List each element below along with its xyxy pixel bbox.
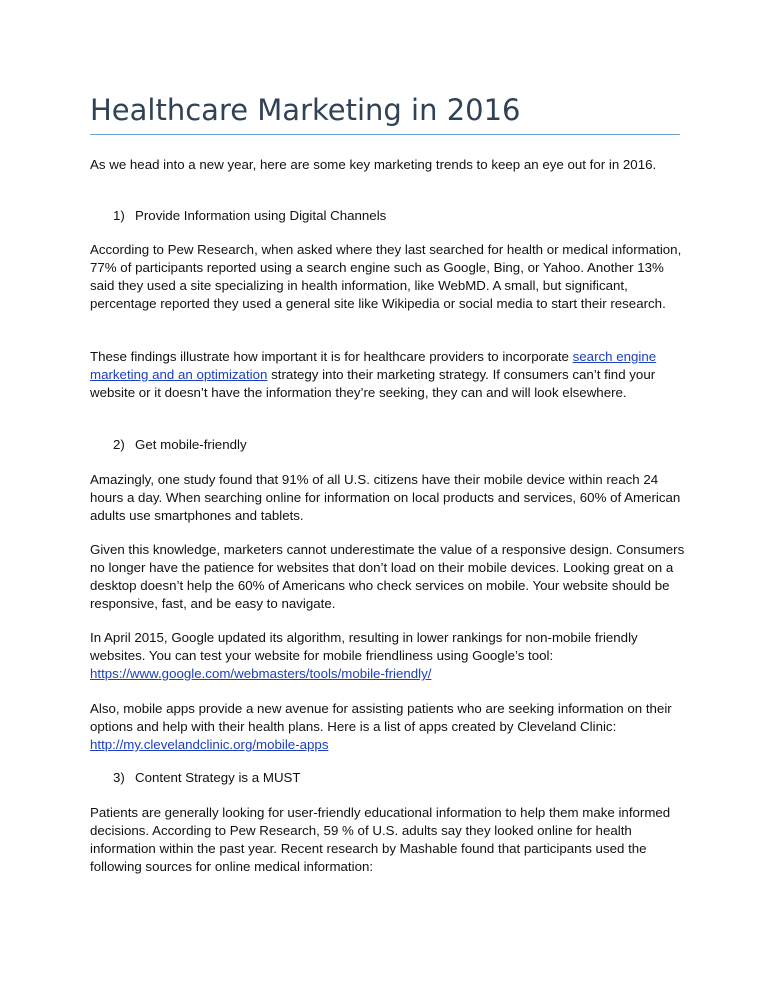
- page-title: Healthcare Marketing in 2016: [90, 93, 521, 127]
- title-underline: [90, 134, 680, 135]
- section-2-paragraph-4-text: Also, mobile apps provide a new avenue for assisting patients who are seeking information on their options and help with their health plans. Here is a list of apps created by Cleveland Clinic:: [90, 701, 672, 734]
- section-1-paragraph-2-text-b: strategy into their marketing strategy. If consumers can’t find your website or it doesn’t have the information they’re seeking, they can and will look elsewhere.: [90, 367, 656, 400]
- section-3-number: 3): [113, 770, 125, 785]
- section-2-title: Get mobile-friendly: [135, 437, 247, 452]
- section-2-number: 2): [113, 437, 125, 452]
- intro-paragraph: As we head into a new year, here are some key marketing trends to keep an eye out for in 2016.: [90, 157, 657, 172]
- cleveland-clinic-apps-link[interactable]: http://my.clevelandclinic.org/mobile-apps: [90, 737, 329, 752]
- seo-link[interactable]: search engine marketing and an optimization: [90, 349, 657, 382]
- section-1-heading: [113, 207, 386, 225]
- google-mobile-friendly-link[interactable]: https://www.google.com/webmasters/tools/mobile-friendly/: [90, 666, 432, 681]
- section-1-number: 1): [113, 208, 125, 223]
- section-1-title: Provide Information using Digital Channels: [135, 208, 387, 223]
- section-3-title: Content Strategy is a MUST: [135, 770, 301, 785]
- section-2-paragraph-1: Amazingly, one study found that 91% of all U.S. citizens have their mobile device within reach 24 hours a day. When searching online for information on local products and services, 60% of American adults use smartphones and tablets.: [90, 472, 681, 523]
- section-1-paragraph-2: [90, 348, 685, 402]
- section-3-heading: [113, 769, 301, 787]
- section-1-paragraph-2-text-a: These findings illustrate how important it is for healthcare providers to incorporate: [90, 349, 573, 364]
- section-1-paragraph-1: According to Pew Research, when asked where they last searched for health or medical information, 77% of participants reported using a search engine such as Google, Bing, or Yahoo. Another 13% said they used a site specializing in health information, like WebMD. A small, but significant, percentage reported they used a general site like Wikipedia or social media to start their research.: [90, 242, 682, 311]
- section-2-paragraph-3: [90, 629, 685, 683]
- section-2-paragraph-3-text: In April 2015, Google updated its algorithm, resulting in lower rankings for non-mobile friendly websites. You can test your website for mobile friendliness using Google’s tool:: [90, 630, 638, 663]
- section-2-paragraph-4: [90, 700, 685, 754]
- section-2-paragraph-2: Given this knowledge, marketers cannot underestimate the value of a responsive design. Consumers no longer have the patience for websites that don’t load on their mobile devices. Looking great on a desktop doesn’t help the 60% of Americans who check services on mobile. Your website should be responsive, fast, and be easy to navigate.: [90, 542, 685, 611]
- section-2-heading: [113, 436, 247, 454]
- section-3-paragraph-1: Patients are generally looking for user-friendly educational information to help them make informed decisions. According to Pew Research, 59 % of U.S. adults say they looked online for health information within the past year. Recent research by Mashable found that participants used the following sources for online medical information:: [90, 805, 671, 874]
